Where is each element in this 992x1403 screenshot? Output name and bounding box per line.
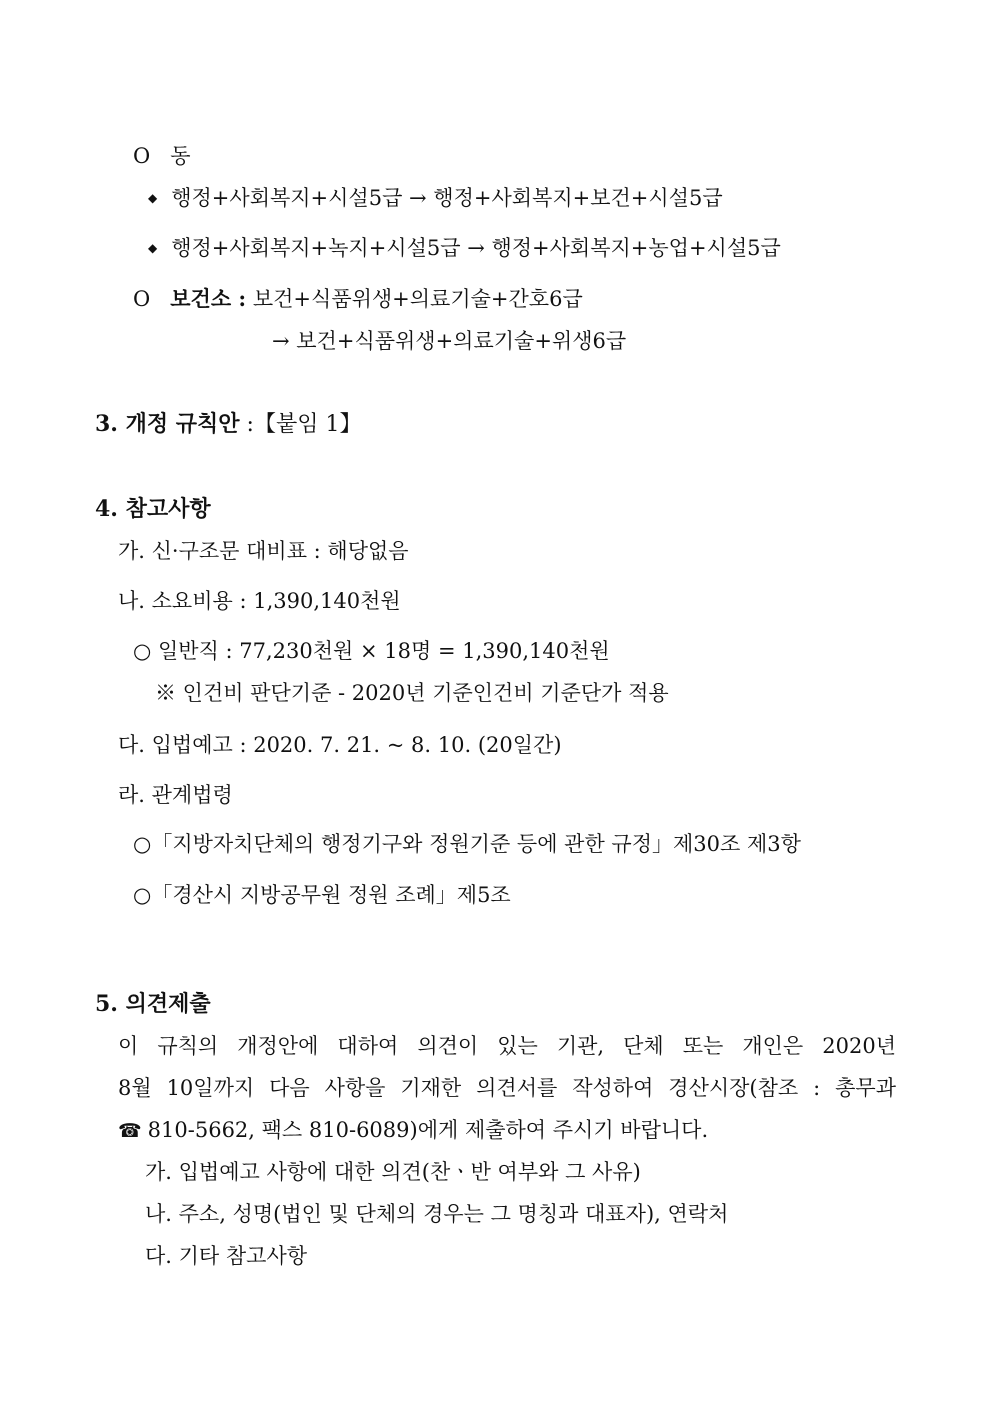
section-5-paragraph-line-2: 8월 10일까지 다음 사항을 기재한 의견서를 작성하여 경산시장(참조 : 총무과	[118, 1076, 896, 1100]
dong-item-text: 행정+사회복지+녹지+시설5급 → 행정+사회복지+농업+시설5급	[171, 236, 781, 260]
circle-marker: O	[133, 144, 151, 168]
dong-header	[133, 142, 191, 170]
diamond-bullet-icon: ◆	[148, 191, 158, 205]
section-5-paragraph-line-3	[118, 1116, 708, 1145]
health-center-current: 보건+식품위생+의료기술+간호6급	[252, 287, 583, 311]
section-5-item-ga: 가. 입법예고 사항에 대한 의견(찬ㆍ반 여부와 그 사유)	[145, 1160, 641, 1184]
dong-item-1	[148, 184, 723, 212]
health-center-line	[133, 285, 583, 313]
section-5-contact-text: 810-5662, 팩스 810-6089)에게 제출하여 주시기 바랍니다.	[147, 1118, 709, 1142]
section-3-suffix: :【붙임 1】	[246, 412, 362, 437]
dong-item-text: 행정+사회복지+시설5급 → 행정+사회복지+보건+시설5급	[171, 186, 723, 210]
section-5-paragraph-line-1: 이 규칙의 개정안에 대하여 의견이 있는 기관, 단체 또는 개인은 2020년	[118, 1034, 896, 1058]
section-4-heading: 4. 참고사항	[95, 496, 211, 522]
dong-title: 동	[170, 144, 191, 168]
section-5-item-da: 다. 기타 참고사항	[145, 1244, 308, 1268]
section-4-ga: 가. 신·구조문 대비표 : 해당없음	[118, 539, 409, 563]
related-law-item-2: ○「경산시 지방공무원 정원 조례」제5조	[133, 883, 511, 907]
section-4-ra: 라. 관계법령	[118, 783, 233, 807]
related-law-item-1: ○「지방자치단체의 행정기구와 정원기준 등에 관한 규정」제30조 제3항	[133, 832, 801, 856]
section-4-na: 나. 소요비용 : 1,390,140천원	[118, 589, 401, 613]
telephone-icon: ☎	[118, 1120, 142, 1142]
section-3-title: 3. 개정 규칙안	[95, 411, 240, 437]
section-5-heading: 5. 의견제출	[95, 991, 211, 1017]
section-4-da: 다. 입법예고 : 2020. 7. 21. ~ 8. 10. (20일간)	[118, 733, 562, 757]
section-5-item-na: 나. 주소, 성명(법인 및 단체의 경우는 그 명칭과 대표자), 연락처	[145, 1202, 729, 1226]
diamond-bullet-icon: ◆	[148, 241, 158, 255]
section-4-na-note: ※ 인건비 판단기준 - 2020년 기준인건비 기준단가 적용	[155, 681, 669, 705]
circle-marker: O	[133, 287, 151, 311]
health-center-title: 보건소 :	[170, 286, 247, 311]
dong-item-2	[148, 234, 781, 262]
section-4-na-sub: ○ 일반직 : 77,230천원 × 18명 = 1,390,140천원	[133, 639, 610, 663]
health-center-change: → 보건+식품위생+의료기술+위생6급	[272, 329, 627, 353]
section-3-heading	[95, 410, 361, 439]
